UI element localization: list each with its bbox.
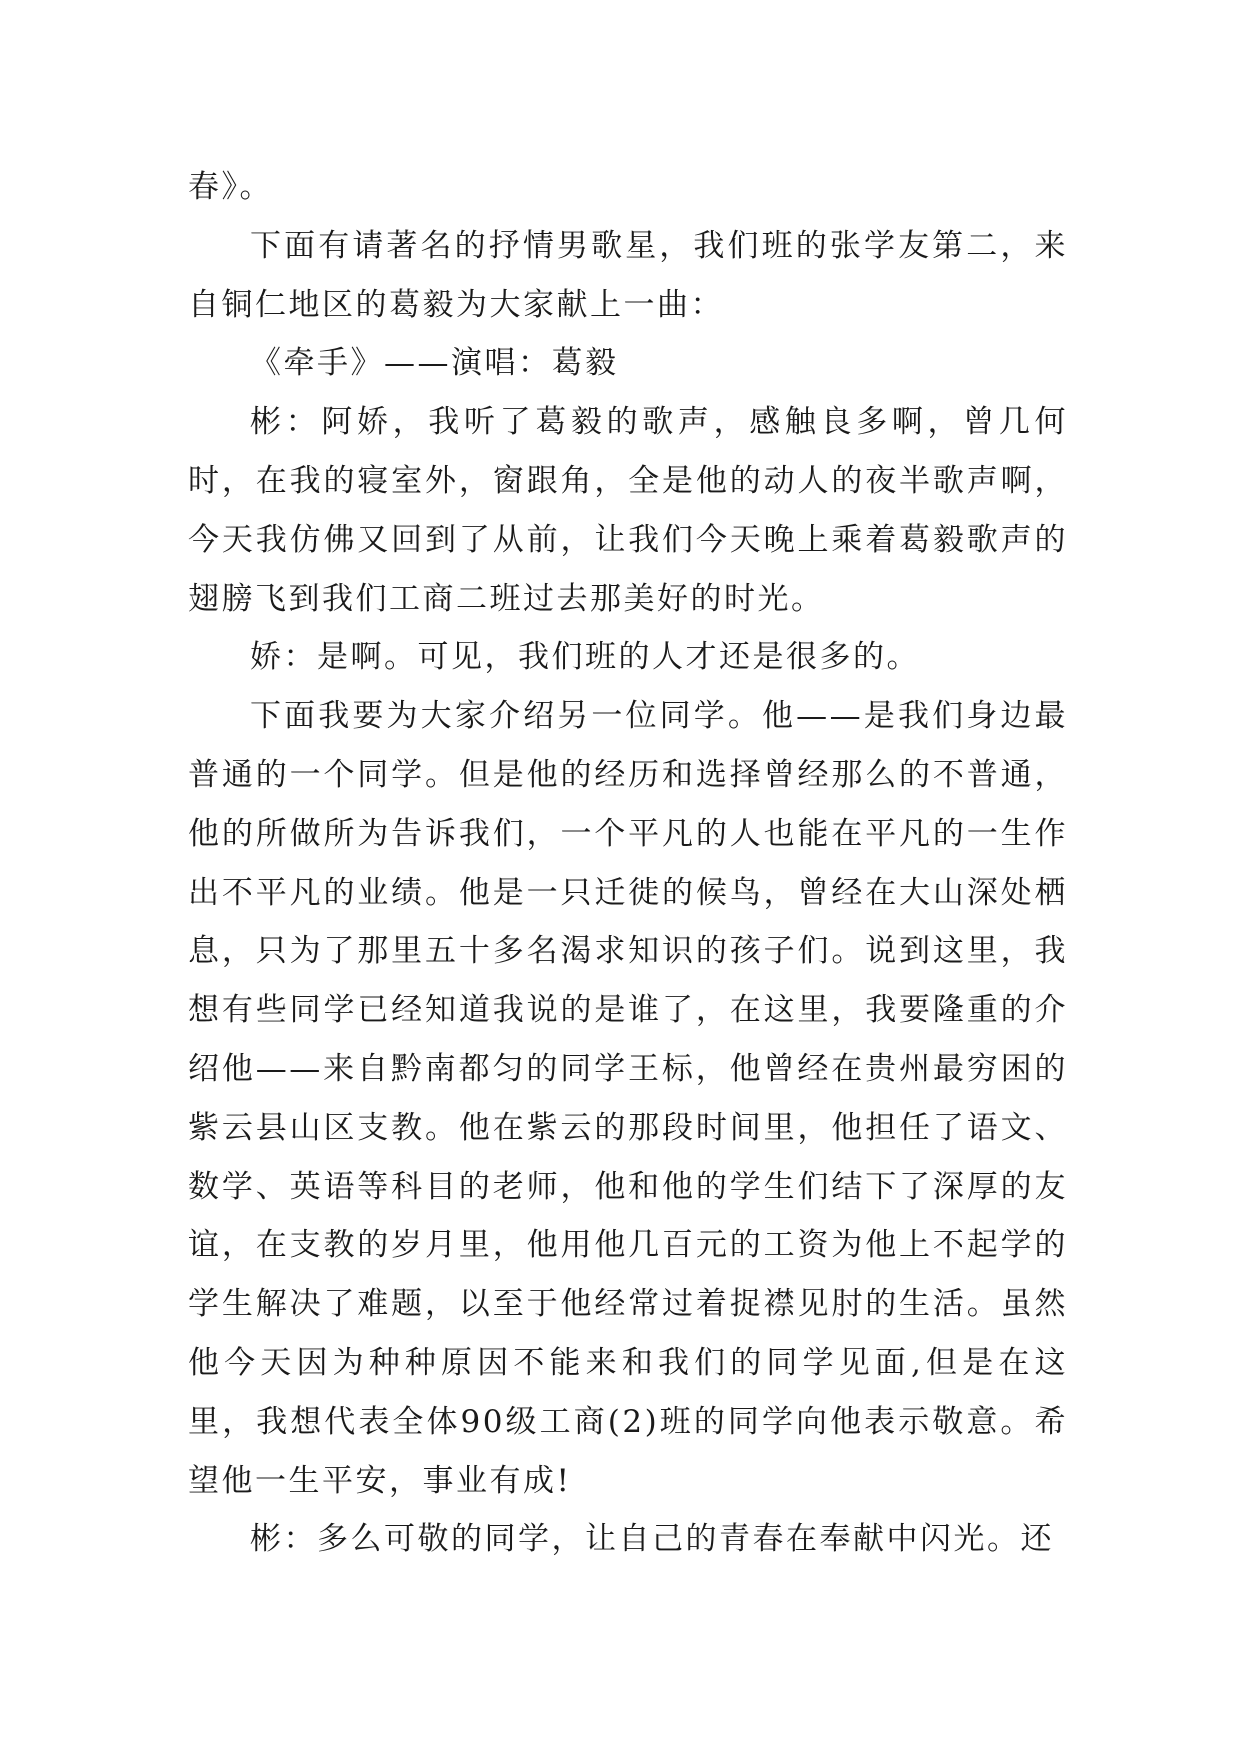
paragraph-7: 彬：多么可敬的同学，让自己的青春在奉献中闪光。还 bbox=[250, 1521, 1054, 1558]
paragraph-5: 娇：是啊。可见，我们班的人才还是很多的。 bbox=[250, 639, 920, 676]
paragraph-4: 彬：阿娇，我听了葛毅的歌声，感触良多啊，曾几何时，在我的寝室外，窗跟角，全是他的动人的夜半歌声啊，今天我仿佛又回到了从前，让我们今天晚上乘着葛毅歌声的翅膀飞到我们工商二班过去那美好的时光。 bbox=[188, 404, 1068, 617]
paragraph-2: 下面有请著名的抒情男歌星，我们班的张学友第二，来自铜仁地区的葛毅为大家献上一曲： bbox=[188, 227, 1068, 323]
paragraph-3: 《牵手》——演唱：葛毅 bbox=[250, 345, 619, 382]
document-body bbox=[188, 158, 1068, 1569]
paragraph-1: 春》。 bbox=[188, 169, 273, 205]
paragraph-6: 下面我要为大家介绍另一位同学。他——是我们身边最普通的一个同学。但是他的经历和选择曾经那么的不普通，他的所做所为告诉我们，一个平凡的人也能在平凡的一生作出不平凡的业绩。他是一只迁徙的候鸟，曾经在大山深处栖息，只为了那里五十多名渴求知识的孩子们。说到这里，我想有些同学已经知道我说的是谁了，在这里，我要隆重的介绍他——来自黔南都匀的同学王标，他曾经在贵州最穷困的紫云县山区支教。他在紫云的那段时间里，他担任了语文、数学、英语等科目的老师，他和他的学生们结下了深厚的友谊，在支教的岁月里，他用他几百元的工资为他上不起学的学生解决了难题，以至于他经常过着捉襟见肘的生活。虽然他今天因为种种原因不能来和我们的同学见面,但是在这里，我想代表全体90级工商(2)班的同学向他表示敬意。希望他一生平安，事业有成! bbox=[188, 698, 1068, 1499]
